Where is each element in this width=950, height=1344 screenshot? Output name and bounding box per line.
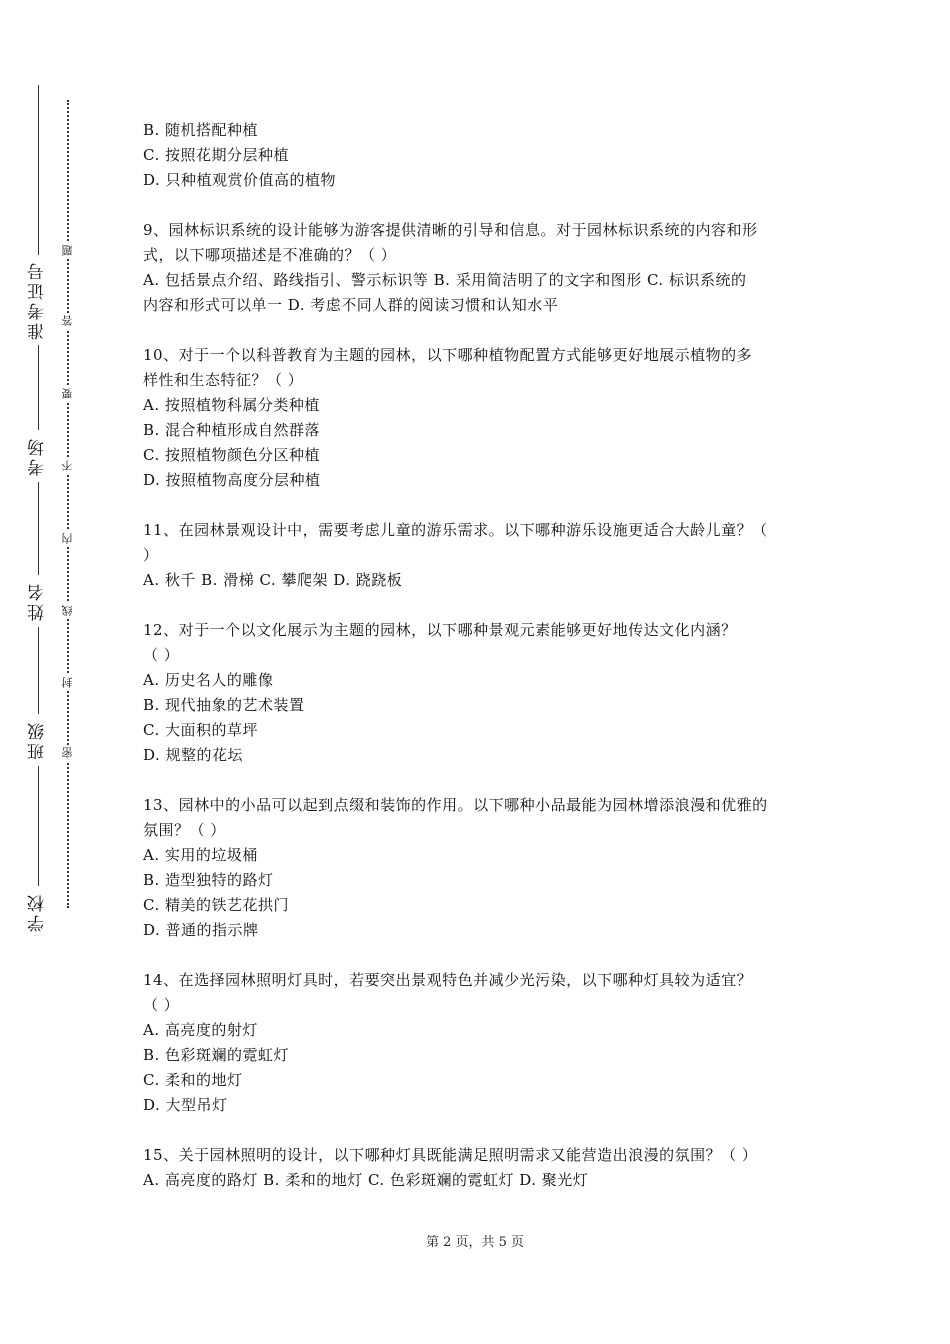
question-13: [143, 793, 813, 943]
question-stem-line: 11、在园林景观设计中，需要考虑儿童的游乐需求。以下哪种游乐设施更适合大龄儿童？（: [143, 521, 768, 539]
option-line: C. 按照花期分层种植: [143, 146, 289, 164]
option-line: C. 精美的铁艺花拱门: [143, 896, 289, 914]
option-line: B. 造型独特的路灯: [143, 871, 274, 889]
question-stem-line: 9、园林标识系统的设计能够为游客提供清晰的引导和信息。对于园林标识系统的内容和形: [143, 221, 758, 239]
question-stem-line: 13、园林中的小品可以起到点缀和装饰的作用。以下哪种小品最能为园林增添浪漫和优雅的: [143, 796, 768, 814]
question-stem-line: 10、对于一个以科普教育为主题的园林，以下哪种植物配置方式能够更好地展示植物的多: [143, 346, 753, 364]
option-line: 内容和形式可以单一 D. 考虑不同人群的阅读习惯和认知水平: [143, 296, 559, 314]
question-8-options: [143, 118, 813, 193]
question-stem-line: 样性和生态特征？（ ）: [143, 371, 304, 389]
seal-dotted-line: [67, 100, 69, 908]
seal-char: 题: [60, 243, 76, 259]
option-line: B. 现代抽象的艺术装置: [143, 696, 305, 714]
option-line: A. 高亮度的射灯: [143, 1021, 258, 1039]
option-line: B. 随机搭配种植: [143, 121, 259, 139]
option-line: A. 实用的垃圾桶: [143, 846, 258, 864]
question-15: [143, 1143, 813, 1193]
option-line: C. 柔和的地灯: [143, 1071, 243, 1089]
option-line: B. 色彩斑斓的霓虹灯: [143, 1046, 290, 1064]
question-stem-line: 14、在选择园林照明灯具时，若要突出景观特色并减少光污染，以下哪种灯具较为适宜？: [143, 971, 753, 989]
binding-solid-line: [38, 85, 39, 930]
question-11: [143, 518, 813, 593]
question-12: [143, 618, 813, 768]
option-line: D. 普通的指示牌: [143, 921, 259, 939]
question-stem-line: （ ）: [143, 996, 180, 1014]
page-footer: 第 2 页，共 5 页: [425, 1235, 525, 1250]
question-stem-line: 15、关于园林照明的设计，以下哪种灯具既能满足照明需求又能营造出浪漫的氛围？（ ）: [143, 1146, 758, 1164]
seal-char: 线: [60, 603, 76, 619]
option-line: C. 按照植物颜色分区种植: [143, 446, 320, 464]
field-school-label: 学校: [22, 886, 54, 938]
option-line: D. 按照植物高度分层种植: [143, 471, 321, 489]
field-exam-number-label: 准考证号: [22, 255, 54, 345]
question-10: [143, 343, 813, 493]
option-line: D. 只种植观赏价值高的植物: [143, 171, 337, 189]
seal-char: 答: [60, 313, 76, 329]
question-stem-line: 氛围？（ ）: [143, 821, 226, 839]
question-9: [143, 218, 813, 318]
binding-margin: [0, 0, 90, 1344]
question-stem-line: ）: [143, 546, 159, 564]
option-line: C. 大面积的草坪: [143, 721, 258, 739]
field-name-label: 姓名: [22, 575, 54, 627]
option-line: A. 秋千 B. 滑梯 C. 攀爬架 D. 跷跷板: [143, 571, 403, 589]
field-exam-room-label: 考场: [22, 430, 54, 482]
option-line: A. 包括景点介绍、路线指引、警示标识等 B. 采用简洁明了的文字和图形 C. 标识系统的: [143, 271, 747, 289]
field-class-label: 班级: [22, 714, 54, 766]
seal-char: 封: [60, 675, 76, 691]
seal-char: 要: [60, 386, 76, 402]
seal-char: 不: [60, 458, 76, 474]
option-line: A. 按照植物科属分类种植: [143, 396, 320, 414]
question-stem-line: （ ）: [143, 646, 180, 664]
question-list: [143, 118, 813, 1218]
question-stem-line: 12、对于一个以文化展示为主题的园林，以下哪种景观元素能够更好地传达文化内涵？: [143, 621, 737, 639]
question-stem-line: 式，以下哪项描述是不准确的？（ ）: [143, 246, 397, 264]
seal-char: 密: [60, 745, 76, 761]
option-line: D. 大型吊灯: [143, 1096, 228, 1114]
seal-char: 内: [60, 531, 76, 547]
option-line: A. 高亮度的路灯 B. 柔和的地灯 C. 色彩斑斓的霓虹灯 D. 聚光灯: [143, 1171, 589, 1189]
option-line: B. 混合种植形成自然群落: [143, 421, 321, 439]
option-line: A. 历史名人的雕像: [143, 671, 274, 689]
option-line: D. 规整的花坛: [143, 746, 244, 764]
question-14: [143, 968, 813, 1118]
